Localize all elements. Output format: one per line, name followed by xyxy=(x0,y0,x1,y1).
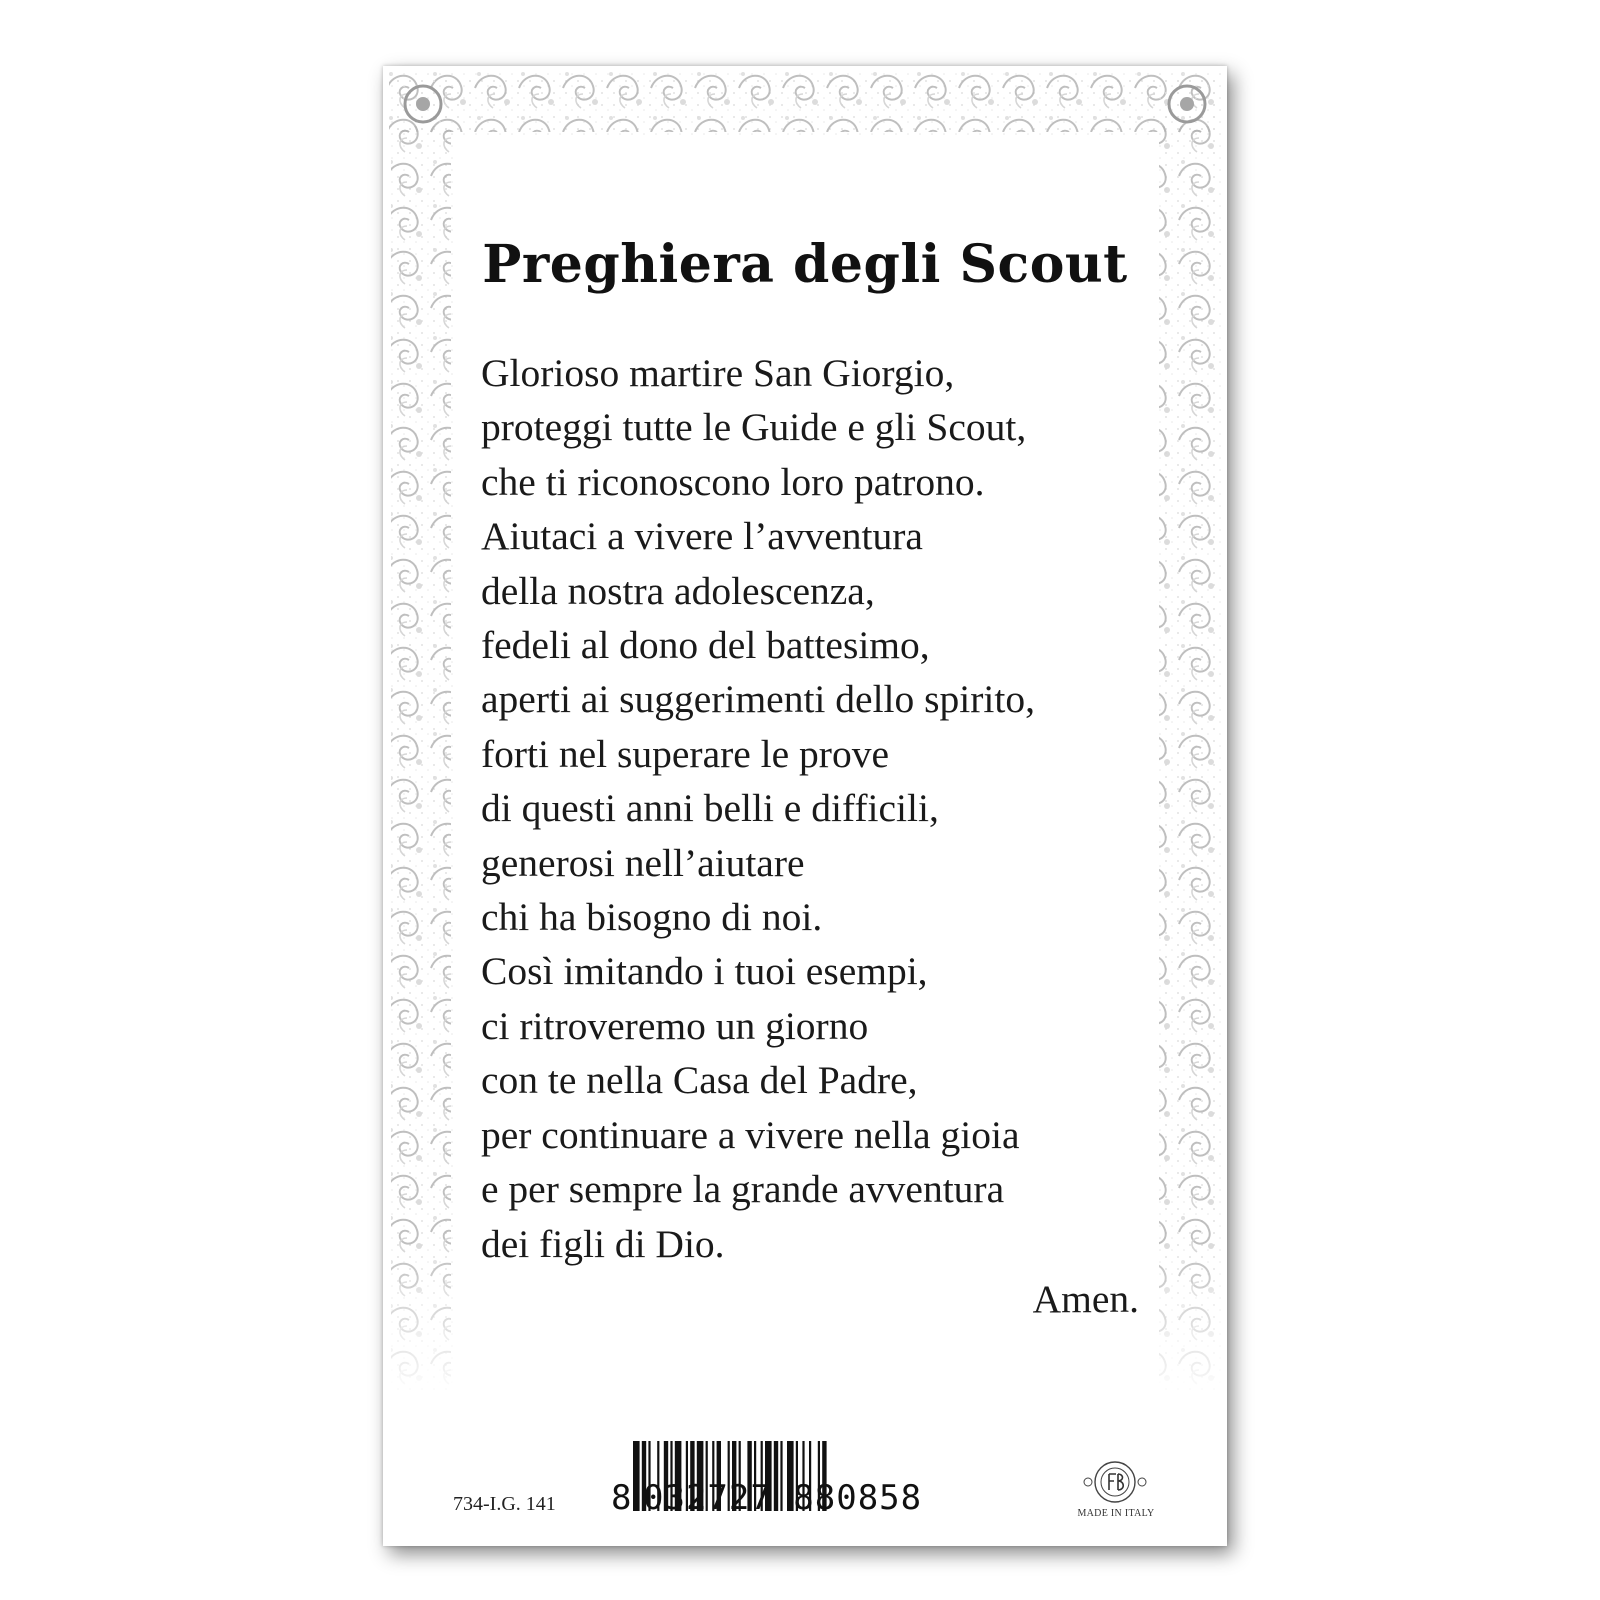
amen-closing: Amen. xyxy=(1032,1277,1139,1321)
prayer-title: Preghiera degli Scout xyxy=(482,234,1128,295)
prayer-line: per continuare a vivere nella gioia xyxy=(481,1112,1020,1157)
prayer-line: aperti ai suggerimenti dello spirito, xyxy=(481,677,1035,722)
prayer-line: Glorioso martire San Giorgio, xyxy=(481,351,955,395)
made-in-italy-label: MADE IN ITALY xyxy=(1077,1508,1155,1519)
barcode-digits: 032727 880858 xyxy=(643,1478,923,1518)
prayer-line: Così imitando i tuoi esempi, xyxy=(481,949,928,994)
barcode-first-digit: 8 xyxy=(611,1478,633,1518)
prayer-line: Aiutaci a vivere l’avventura xyxy=(481,514,923,559)
prayer-line: con te nella Casa del Padre, xyxy=(481,1058,918,1103)
prayer-line: proteggi tutte le Guide e gli Scout, xyxy=(481,405,1027,450)
prayer-card xyxy=(383,66,1227,1546)
prayer-line: di questi anni belli e difficili, xyxy=(481,786,939,831)
publisher-logo-icon xyxy=(1080,1458,1150,1506)
product-code: 734-I.G. 141 xyxy=(453,1493,556,1515)
prayer-line: che ti riconoscono loro patrono. xyxy=(481,459,985,504)
prayer-line: ci ritroveremo un giorno xyxy=(481,1003,869,1048)
prayer-line: della nostra adolescenza, xyxy=(481,568,875,613)
prayer-line: generosi nell’aiutare xyxy=(481,840,805,885)
prayer-line: forti nel superare le prove xyxy=(481,731,889,776)
prayer-text xyxy=(481,346,1161,1271)
prayer-line: dei figli di Dio. xyxy=(481,1221,725,1266)
prayer-line: chi ha bisogno di noi. xyxy=(481,895,823,940)
prayer-line: fedeli al dono del battesimo, xyxy=(481,623,930,668)
prayer-line: e per sempre la grande avventura xyxy=(481,1167,1005,1212)
barcode-number xyxy=(611,1478,991,1518)
